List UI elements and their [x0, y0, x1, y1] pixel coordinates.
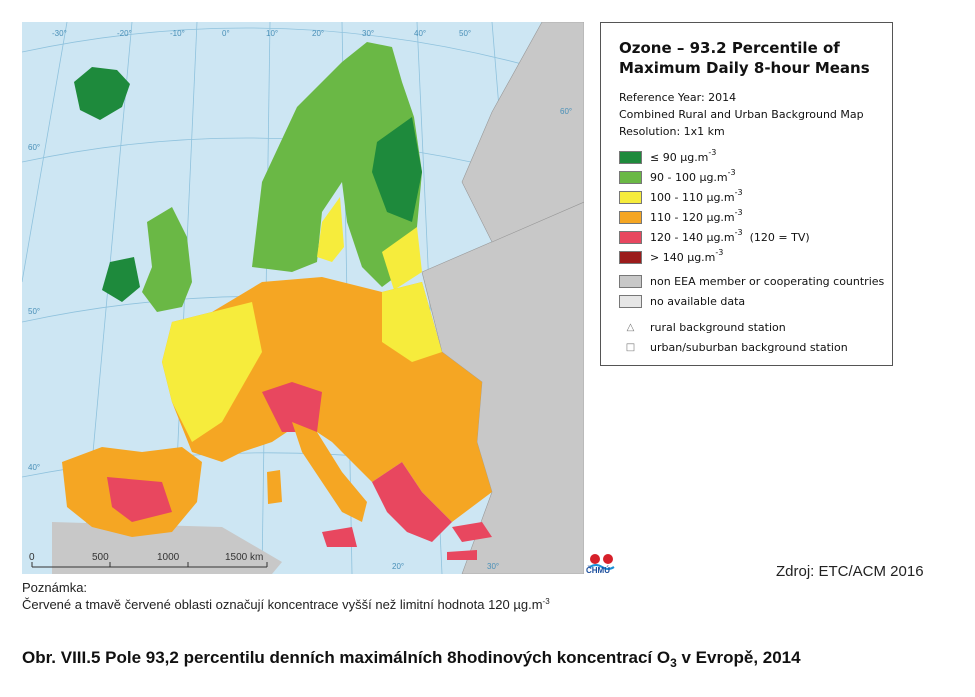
swatch — [619, 231, 642, 244]
legend-title: Ozone – 93.2 Percentile of Maximum Daily 8-hour Means — [619, 39, 870, 77]
note-text: Červené a tmavě červené oblasti označují koncentrace vyšší než limitní hodnota 120 $\mu g.m^{-3}$ — [22, 597, 550, 612]
legend-class-4: 110 - 120 µg.m -3 — [619, 209, 743, 225]
sardinia — [267, 470, 282, 504]
swatch — [619, 151, 642, 164]
map-legend — [600, 22, 893, 366]
map-type: Combined Rural and Urban Background Map — [619, 108, 864, 121]
swatch — [619, 251, 642, 264]
grat-label: 0° — [222, 29, 230, 38]
grat-label: -20° — [117, 29, 132, 38]
logo-text: ČHMÚ — [586, 566, 610, 575]
legend-class-2: 90 - 100 µg.m -3 — [619, 169, 736, 185]
scale-label-1000: 1000 — [157, 552, 180, 563]
square-icon: □ — [625, 341, 636, 353]
legend-class-6: > 140 µg.m -3 — [619, 249, 723, 265]
grat-label: 40° — [28, 463, 41, 472]
grat-label: -10° — [170, 29, 185, 38]
scale-label-0: 0 — [29, 552, 35, 563]
legend-rural-station: △ rural background station — [619, 319, 786, 335]
legend-meta — [619, 89, 864, 140]
triangle-icon: △ — [626, 321, 635, 333]
grat-label: 10° — [266, 29, 279, 38]
grat-label: 20° — [392, 562, 405, 571]
grat-label: 20° — [312, 29, 325, 38]
reference-year: Reference Year: 2014 — [619, 91, 737, 104]
grat-label: 50° — [459, 29, 472, 38]
figure-caption: Obr. VIII.5 Pole 93,2 percentilu denních maximálních 8hodinových koncentrací $O_3$ v Evropě, 2014 — [22, 648, 801, 670]
ozone-map — [22, 22, 584, 574]
scale-label-500: 500 — [92, 552, 109, 563]
legend-class-5: 120 - 140 µg.m -3 (120 = TV) — [619, 229, 810, 245]
grat-label: 30° — [487, 562, 500, 571]
resolution: Resolution: 1x1 km — [619, 125, 725, 138]
note-label: Poznámka: — [22, 580, 88, 595]
legend-no-data: no available data — [619, 293, 745, 309]
grat-label: -30° — [52, 29, 67, 38]
source-text: Zdroj: ETC/ACM 2016 — [776, 563, 924, 580]
swatch — [619, 295, 642, 308]
grat-label: 40° — [414, 29, 427, 38]
legend-class-3: 100 - 110 µg.m -3 — [619, 189, 743, 205]
legend-urban-station: □ urban/suburban background station — [619, 339, 848, 355]
grat-label: 60° — [560, 107, 573, 116]
grat-label: 30° — [362, 29, 375, 38]
swatch — [619, 171, 642, 184]
swatch — [619, 275, 642, 288]
legend-non-eea: non EEA member or cooperating countries — [619, 273, 884, 289]
swatch — [619, 191, 642, 204]
grat-label: 50° — [28, 307, 41, 316]
legend-class-1: ≤ 90 µg.m -3 — [619, 149, 716, 165]
grat-label: 60° — [28, 143, 41, 152]
swatch — [619, 211, 642, 224]
scale-label-1500: 1500 km — [225, 552, 264, 563]
